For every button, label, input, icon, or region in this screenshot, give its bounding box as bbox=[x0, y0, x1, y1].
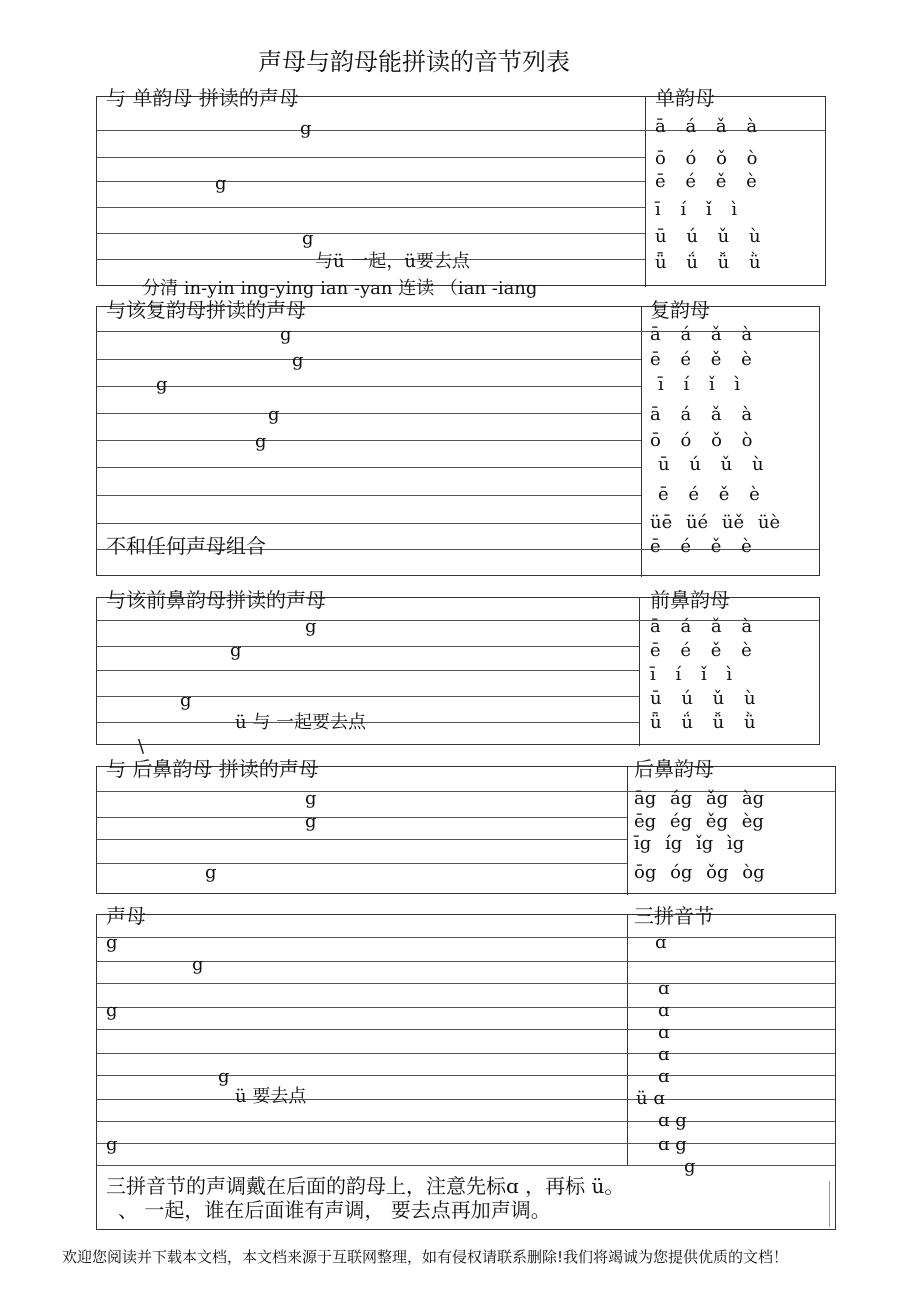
t2-left-header: 与该复韵母拼读的声母 bbox=[106, 298, 306, 322]
t3-initial: g bbox=[180, 690, 192, 711]
t5-initial: g bbox=[192, 954, 204, 975]
t5-syllable: ɑ bbox=[658, 978, 670, 999]
t1-left-header: 与 单韵母 拼读的声母 bbox=[106, 86, 299, 110]
t2-tone-row: ē é ě è bbox=[650, 536, 752, 557]
t5-rule-line2: 、 一起，谁在后面谁有声调， 要去点再加声调。 bbox=[118, 1198, 551, 1222]
t2-tone-row: ē é ě è bbox=[650, 349, 752, 370]
t1-tone-row: ū ú ǔ ù bbox=[655, 226, 761, 247]
t3-note: ü 与 一起要去点 bbox=[235, 712, 367, 733]
t3-initial: g bbox=[230, 640, 242, 661]
t2-initial: g bbox=[156, 374, 168, 395]
t3-right-header: 前鼻韵母 bbox=[650, 588, 730, 612]
t5-initial: g bbox=[218, 1066, 230, 1087]
t1-tone-row: ǖ ǘ ǚ ǜ bbox=[655, 252, 761, 273]
t4-initial: g bbox=[305, 788, 317, 809]
t5-left-header: 声母 bbox=[106, 904, 146, 928]
t5-initial: g bbox=[106, 932, 118, 953]
footer-disclaimer: 欢迎您阅读并下载本文档，本文档来源于互联网整理，如有侵权请联系删除!我们将竭诚为您提供优质的文档！ bbox=[62, 1248, 789, 1266]
t3-tone-row: ū ú ǔ ù bbox=[650, 688, 756, 709]
t5-syllable: ɑ bbox=[658, 1022, 670, 1043]
t4-tone-row: ōg óg ǒg òg bbox=[634, 862, 765, 883]
t4-tone-row: īg íg ǐg ìg bbox=[634, 833, 745, 854]
t3-left-header: 与该前鼻韵母拼读的声母 bbox=[106, 588, 326, 612]
t3-tone-row: ǖ ǘ ǚ ǜ bbox=[650, 712, 756, 733]
stray-mark: \ bbox=[138, 736, 145, 757]
t5-syllable: ɑ g bbox=[658, 1110, 687, 1131]
t5-syllable: ɑ bbox=[658, 1044, 670, 1065]
t4-tone-row: āg ág ǎg àg bbox=[634, 788, 765, 809]
t2-bottom-left: 不和任何声母组合 bbox=[106, 534, 266, 558]
t2-tone-row: ō ó ǒ ò bbox=[650, 430, 753, 451]
t1-note: 与ü 一起，ü要去点 bbox=[315, 251, 470, 272]
t4-initial: g bbox=[305, 811, 317, 832]
t2-tone-row: ū ú ǔ ù bbox=[658, 454, 764, 475]
t2-tone-row: üē üé üě üè bbox=[650, 512, 781, 533]
t2-tone-row: ē é ě è bbox=[658, 484, 760, 505]
t3-tone-row: ā á ǎ à bbox=[650, 616, 753, 637]
t3-tone-row: ī í ǐ ì bbox=[650, 664, 733, 685]
t1-initial: g bbox=[215, 173, 227, 194]
t2-initial: g bbox=[280, 324, 292, 345]
t5-syllable: ɑ bbox=[658, 1066, 670, 1087]
t2-tone-row: ī í ǐ ì bbox=[658, 374, 741, 395]
t1-tone-row: ī í ǐ ì bbox=[655, 199, 738, 220]
t2-initial: g bbox=[268, 404, 280, 425]
t3-initial: g bbox=[305, 616, 317, 637]
t5-initial: g bbox=[106, 1134, 118, 1155]
t5-syllable: ü ɑ bbox=[636, 1088, 665, 1109]
t2-initial: g bbox=[292, 350, 304, 371]
t4-tone-row: ēg ég ěg èg bbox=[634, 811, 764, 832]
t1-right-header: 单韵母 bbox=[655, 86, 715, 110]
t5-syllable: ɑ bbox=[655, 932, 667, 953]
t5-syllable: ɑ g bbox=[658, 1134, 687, 1155]
t1-tone-row: ō ó ǒ ò bbox=[655, 148, 758, 169]
t2-tone-row: ā á ǎ à bbox=[650, 404, 753, 425]
t2-right-header: 复韵母 bbox=[650, 298, 710, 322]
t5-initial: g bbox=[106, 1000, 118, 1021]
t4-initial: g bbox=[205, 862, 217, 883]
pronunciation-note: 分清 in-yin ing-ying ian -yan 连读 （ian -iang bbox=[142, 278, 538, 299]
t5-rule-line1: 三拼音节的声调戴在后面的韵母上，注意先标ɑ ，再标 ü。 bbox=[106, 1174, 625, 1198]
t5-right-header: 三拼音节 bbox=[634, 904, 714, 928]
t1-tone-row: ē é ě è bbox=[655, 171, 757, 192]
t2-initial: g bbox=[255, 431, 267, 452]
t3-tone-row: ē é ě è bbox=[650, 640, 752, 661]
t2-tone-row: ā á ǎ à bbox=[650, 324, 753, 345]
page-title: 声母与韵母能拼读的音节列表 bbox=[258, 48, 570, 76]
t4-right-header: 后鼻韵母 bbox=[634, 757, 714, 781]
t1-initial: g bbox=[302, 228, 314, 249]
t1-initial: g bbox=[300, 118, 312, 139]
t1-tone-row: ā á ǎ à bbox=[655, 116, 758, 137]
t5-syllable: ɑ bbox=[658, 1000, 670, 1021]
t5-syllable: g bbox=[684, 1156, 696, 1177]
t5-note: ü 要去点 bbox=[235, 1086, 307, 1107]
t4-left-header: 与 后鼻韵母 拼读的声母 bbox=[106, 757, 319, 781]
